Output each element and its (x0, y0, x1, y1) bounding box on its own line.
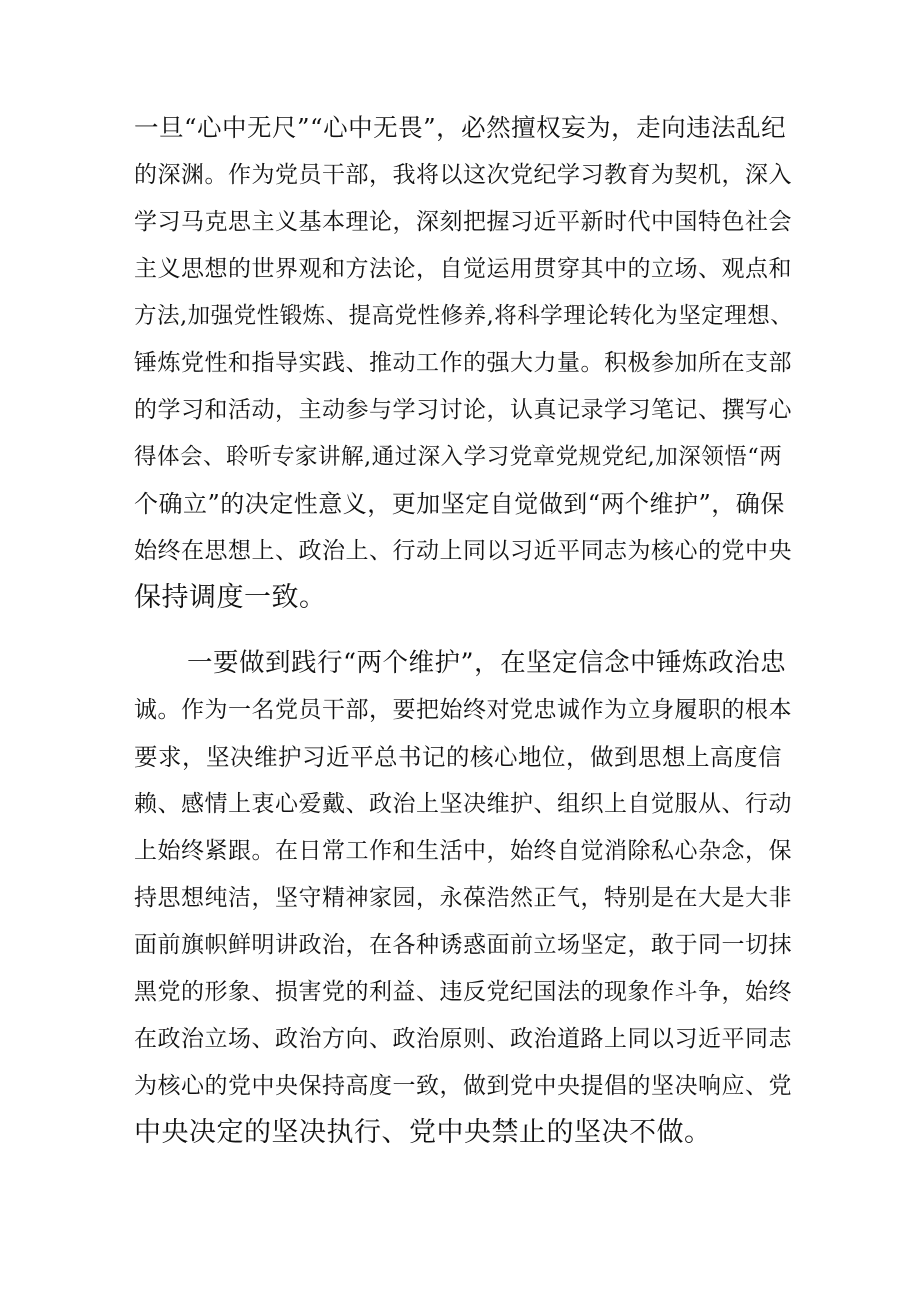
paragraph-1-line-6: 锤炼党性和指导实践、推动工作的强大力量。积极参加所在支部 (134, 350, 792, 376)
paragraph-1-line-3: 学习马克思主义基本理论，深刻把握习近平新时代中国特色社会 (134, 209, 792, 235)
paragraph-1-line-10: 始终在思想上、政治上、行动上同以习近平同志为核心的党中央 (134, 538, 792, 564)
paragraph-2-line-7: 面前旗帜鲜明讲政治，在各种诱惑面前立场坚定，敢于同一切抹 (134, 932, 792, 958)
paragraph-2-line-3: 要求，坚决维护习近平总书记的核心地位，做到思想上高度信 (134, 743, 782, 771)
paragraph-2-line-6: 持思想纯洁，坚守精神家园，永葆浩然正气，特别是在大是大非 (134, 885, 792, 911)
paragraph-1-line-8: 得体会、聆听专家讲解,通过深入学习党章党规党纪,加深领悟“两 (134, 444, 783, 470)
paragraph-2-line-2: 诚。作为一名党员干部，要把始终对党忠诚作为立身履职的根本 (134, 697, 792, 723)
paragraph-1-line-4: 主义思想的世界观和方法论，自觉运用贯穿其中的立场、观点和 (134, 256, 792, 282)
paragraph-2-line-5: 上始终紧跟。在日常工作和生活中，始终自觉消除私心杂念，保 (134, 838, 792, 864)
paragraph-2-line-8: 黑党的形象、损害党的利益、违反党纪国法的现象作斗争，始终 (134, 979, 792, 1005)
paragraph-1-line-5: 方法,加强党性锻炼、提高党性修养,将科学理论转化为坚定理想、 (134, 303, 794, 329)
paragraph-1-line-11: 保持调度一致。 (134, 582, 327, 613)
paragraph-2-line-9: 在政治立场、政治方向、政治原则、政治道路上同以习近平同志 (134, 1026, 792, 1052)
paragraph-2-line-4: 赖、感情上衷心爱戴、政治上坚决维护、组织上自觉服从、行动 (134, 791, 792, 817)
paragraph-1-line-7: 的学习和活动，主动参与学习讨论，认真记录学习笔记、撰写心 (134, 397, 792, 423)
paragraph-2-line-10: 为核心的党中央保持高度一致，做到党中央提倡的坚决响应、党 (134, 1073, 792, 1099)
paragraph-1-line-9: 个确立”的决定性意义，更加坚定自觉做到“两个维护”，确保 (134, 490, 785, 518)
paragraph-1-line-2: 的深渊。作为党员干部，我将以这次党纪学习教育为契机，深入 (134, 162, 792, 188)
paragraph-1-line-1: 一旦“心中无尺”“心中无畏”，必然擅权妄为，走向违法乱纪 (134, 113, 787, 142)
paragraph-2-line-11: 中央决定的坚决执行、党中央禁止的坚决不做。 (134, 1117, 712, 1148)
paragraph-2-line-1: 一要做到践行“两个维护”，在坚定信念中锤炼政治忠 (187, 648, 787, 678)
